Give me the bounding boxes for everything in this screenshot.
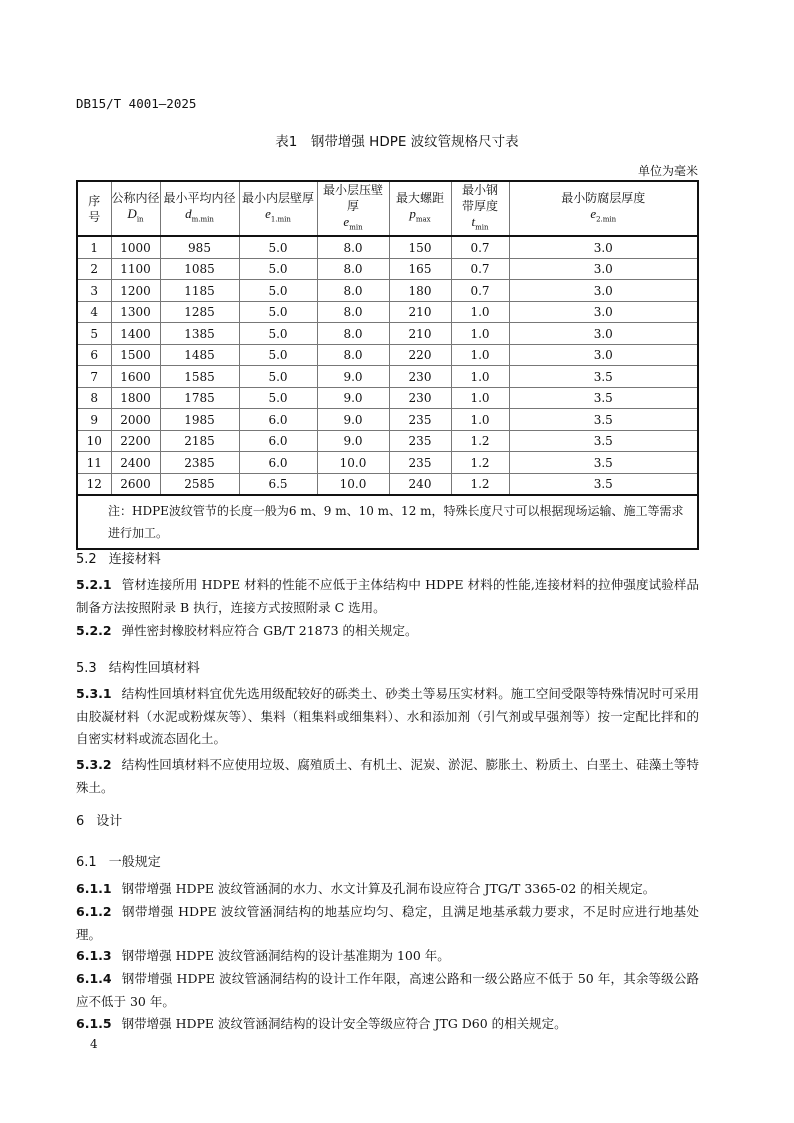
table-cell: 1400: [111, 323, 160, 345]
column-header: [389, 181, 451, 236]
column-header: [317, 181, 389, 236]
table-cell: 8.0: [317, 258, 389, 280]
table-cell: 8.0: [317, 280, 389, 302]
table-row: [77, 473, 698, 495]
table-cell: 1085: [160, 258, 239, 280]
table-cell: 1.2: [451, 430, 509, 452]
table-cell: 240: [389, 473, 451, 495]
column-header: [111, 181, 160, 236]
unit-label: 单位为毫米: [637, 164, 698, 178]
table-cell: 3.0: [509, 258, 698, 280]
table-cell: 210: [389, 301, 451, 323]
table-cell: 0.7: [451, 258, 509, 280]
column-symbol: $e_{2.min}$: [590, 206, 617, 224]
table-cell: 165: [389, 258, 451, 280]
table-cell: 1785: [160, 387, 239, 409]
paragraph: 6.1.3 钢带增强 HDPE 波纹管涵洞结构的设计基准期为 100 年。: [76, 948, 450, 963]
column-label: 最小钢带厚度: [461, 183, 498, 213]
paragraph: 6.1.2 钢带增强 HDPE 波纹管涵洞结构的地基应均匀、稳定，且满足地基承载力要求，不足时应进行地基处理。: [76, 904, 699, 942]
table-cell: 1000: [111, 236, 160, 258]
paragraph: 5.3.2 结构性回填材料不应使用垃圾、腐殖质土、有机土、泥炭、淤泥、膨胀土、粉质土、白垩土、硅藻土等特殊土。: [76, 757, 699, 795]
table-cell: 985: [160, 236, 239, 258]
table-cell: 9: [77, 409, 111, 431]
table-cell: 3.0: [509, 301, 698, 323]
table-cell: 9.0: [317, 430, 389, 452]
column-symbol: $D_{in}$: [127, 206, 144, 224]
table-cell: 8.0: [317, 236, 389, 258]
table-cell: 1485: [160, 344, 239, 366]
column-label: 公称内径: [111, 191, 160, 205]
table-title: 表1 钢带增强 HDPE 波纹管规格尺寸表: [275, 134, 519, 150]
table-cell: 180: [389, 280, 451, 302]
paragraph: 5.2.1 管材连接所用 HDPE 材料的性能不应低于主体结构中 HDPE 材料的性能,连接材料的拉伸强度试验样品制备方法按照附录 B 执行，连接方式按照附录 C 选用。: [76, 577, 699, 615]
table-row: [77, 344, 698, 366]
table-cell: 6.0: [239, 409, 317, 431]
table-cell: 6: [77, 344, 111, 366]
table-cell: 3.0: [509, 323, 698, 345]
paragraph: 5.3.1 结构性回填材料宜优先选用级配较好的砾类土、砂类土等易压实材料。施工空间受限等特殊情况时可采用由胶凝材料（水泥或粉煤灰等）、集料（粗集料或细集料）、水和添加剂（引气剂或早强剂等）按一定配比拌和的自密实材料或流态固化土。: [76, 686, 699, 746]
table-cell: 6.5: [239, 473, 317, 495]
table-cell: 5.0: [239, 344, 317, 366]
table-cell: 5.0: [239, 366, 317, 388]
table-row: [77, 301, 698, 323]
column-header: [160, 181, 239, 236]
column-label: 最小防腐层厚度: [561, 191, 646, 205]
table-cell: 11: [77, 452, 111, 474]
section-heading: 5.2 连接材料: [76, 552, 161, 567]
table-cell: 0.7: [451, 236, 509, 258]
table-cell: 9.0: [317, 366, 389, 388]
table-cell: 1185: [160, 280, 239, 302]
table-cell: 0.7: [451, 280, 509, 302]
paragraph: 6.1.1 钢带增强 HDPE 波纹管涵洞的水力、水文计算及孔洞布设应符合 JTG/T 3365-02 的相关规定。: [76, 881, 656, 896]
table-cell: 5.0: [239, 236, 317, 258]
table-cell: 1.0: [451, 301, 509, 323]
table-cell: 2385: [160, 452, 239, 474]
table-cell: 1.0: [451, 387, 509, 409]
table-cell: 2200: [111, 430, 160, 452]
table-cell: 1300: [111, 301, 160, 323]
table-cell: 235: [389, 430, 451, 452]
column-header: [509, 181, 698, 236]
column-label: 最小层压壁厚: [322, 183, 383, 213]
table-cell: 2400: [111, 452, 160, 474]
table-cell: 5.0: [239, 387, 317, 409]
table-cell: 5.0: [239, 258, 317, 280]
table-cell: 150: [389, 236, 451, 258]
column-label: 最大螺距: [395, 191, 444, 205]
table-cell: 1985: [160, 409, 239, 431]
paragraph: 5.2.2 弹性密封橡胶材料应符合 GB/T 21873 的相关规定。: [76, 623, 418, 638]
document-code: DB15/T 4001—2025: [76, 96, 197, 111]
table-cell: 8: [77, 387, 111, 409]
table-cell: 1.0: [451, 409, 509, 431]
table-cell: 210: [389, 323, 451, 345]
spec-table: [76, 180, 699, 550]
page-number: 4: [90, 1037, 98, 1051]
table-cell: 230: [389, 366, 451, 388]
table-cell: 1600: [111, 366, 160, 388]
table-cell: 9.0: [317, 387, 389, 409]
column-header: [77, 181, 111, 236]
table-note-row: [77, 495, 698, 549]
table-cell: 10: [77, 430, 111, 452]
section-heading: 5.3 结构性回填材料: [76, 661, 200, 676]
table-cell: 3.0: [509, 280, 698, 302]
table-cell: 4: [77, 301, 111, 323]
table-cell: 3.5: [509, 452, 698, 474]
table-cell: 3.5: [509, 473, 698, 495]
table-cell: 6.0: [239, 430, 317, 452]
table-cell: 5.0: [239, 301, 317, 323]
table-cell: 1500: [111, 344, 160, 366]
table-cell: 1: [77, 236, 111, 258]
table-cell: 1.2: [451, 452, 509, 474]
table-cell: 2585: [160, 473, 239, 495]
table-cell: 5: [77, 323, 111, 345]
column-header: [239, 181, 317, 236]
table-cell: 1285: [160, 301, 239, 323]
table-cell: 1.2: [451, 473, 509, 495]
table-row: [77, 409, 698, 431]
table-cell: 2600: [111, 473, 160, 495]
table-cell: 5.0: [239, 280, 317, 302]
column-label: 最小平均内径: [163, 191, 236, 205]
column-symbol: $d_{m.min}$: [185, 206, 214, 224]
table-row: [77, 452, 698, 474]
table-row: [77, 258, 698, 280]
table-row: [77, 236, 698, 258]
table-row: [77, 387, 698, 409]
table-cell: 7: [77, 366, 111, 388]
column-symbol: $e_{min}$: [343, 214, 363, 232]
table-cell: 220: [389, 344, 451, 366]
paragraph: 6.1.4 钢带增强 HDPE 波纹管涵洞结构的设计工作年限，高速公路和一级公路应不低于 50 年，其余等级公路应不低于 30 年。: [76, 971, 699, 1009]
table-cell: 10.0: [317, 473, 389, 495]
column-label: 序号: [88, 193, 101, 224]
table-cell: 2: [77, 258, 111, 280]
table-cell: 1.0: [451, 323, 509, 345]
table-cell: 3.0: [509, 236, 698, 258]
column-symbol: $p_{max}$: [409, 206, 431, 224]
table-cell: 1385: [160, 323, 239, 345]
table-cell: 1.0: [451, 344, 509, 366]
table-cell: 1800: [111, 387, 160, 409]
table-row: [77, 366, 698, 388]
table-cell: 3.0: [509, 344, 698, 366]
column-header: [451, 181, 509, 236]
table-cell: 8.0: [317, 344, 389, 366]
table-cell: 1100: [111, 258, 160, 280]
column-symbol: $t_{min}$: [471, 214, 489, 232]
table-cell: 6.0: [239, 452, 317, 474]
column-symbol: $e_{1.min}$: [265, 206, 291, 224]
table-cell: 2000: [111, 409, 160, 431]
table-cell: 8.0: [317, 301, 389, 323]
table-row: [77, 323, 698, 345]
paragraph: 6.1.5 钢带增强 HDPE 波纹管涵洞结构的设计安全等级应符合 JTG D60 的相关规定。: [76, 1016, 567, 1031]
table-row: [77, 280, 698, 302]
table-cell: 3.5: [509, 409, 698, 431]
table-row: [77, 430, 698, 452]
table-cell: 3.5: [509, 387, 698, 409]
table-cell: 1200: [111, 280, 160, 302]
chapter-heading: 6 设计: [76, 814, 123, 829]
table-cell: 3.5: [509, 366, 698, 388]
section-heading: 6.1 一般规定: [76, 855, 161, 870]
table-cell: 9.0: [317, 409, 389, 431]
table-cell: 3: [77, 280, 111, 302]
table-cell: 235: [389, 452, 451, 474]
table-cell: 3.5: [509, 430, 698, 452]
table-cell: 1.0: [451, 366, 509, 388]
table-cell: 230: [389, 387, 451, 409]
table-cell: 1585: [160, 366, 239, 388]
table-cell: 10.0: [317, 452, 389, 474]
table-cell: 5.0: [239, 323, 317, 345]
table-cell: 235: [389, 409, 451, 431]
table-cell: 8.0: [317, 323, 389, 345]
table-cell: 12: [77, 473, 111, 495]
table-cell: 2185: [160, 430, 239, 452]
column-label: 最小内层壁厚: [241, 191, 314, 205]
table-note: 注：HDPE波纹管节的长度一般为6 m、9 m、10 m、12 m，特殊长度尺寸可以根据现场运输、施工等需求进行加工。: [77, 495, 698, 549]
